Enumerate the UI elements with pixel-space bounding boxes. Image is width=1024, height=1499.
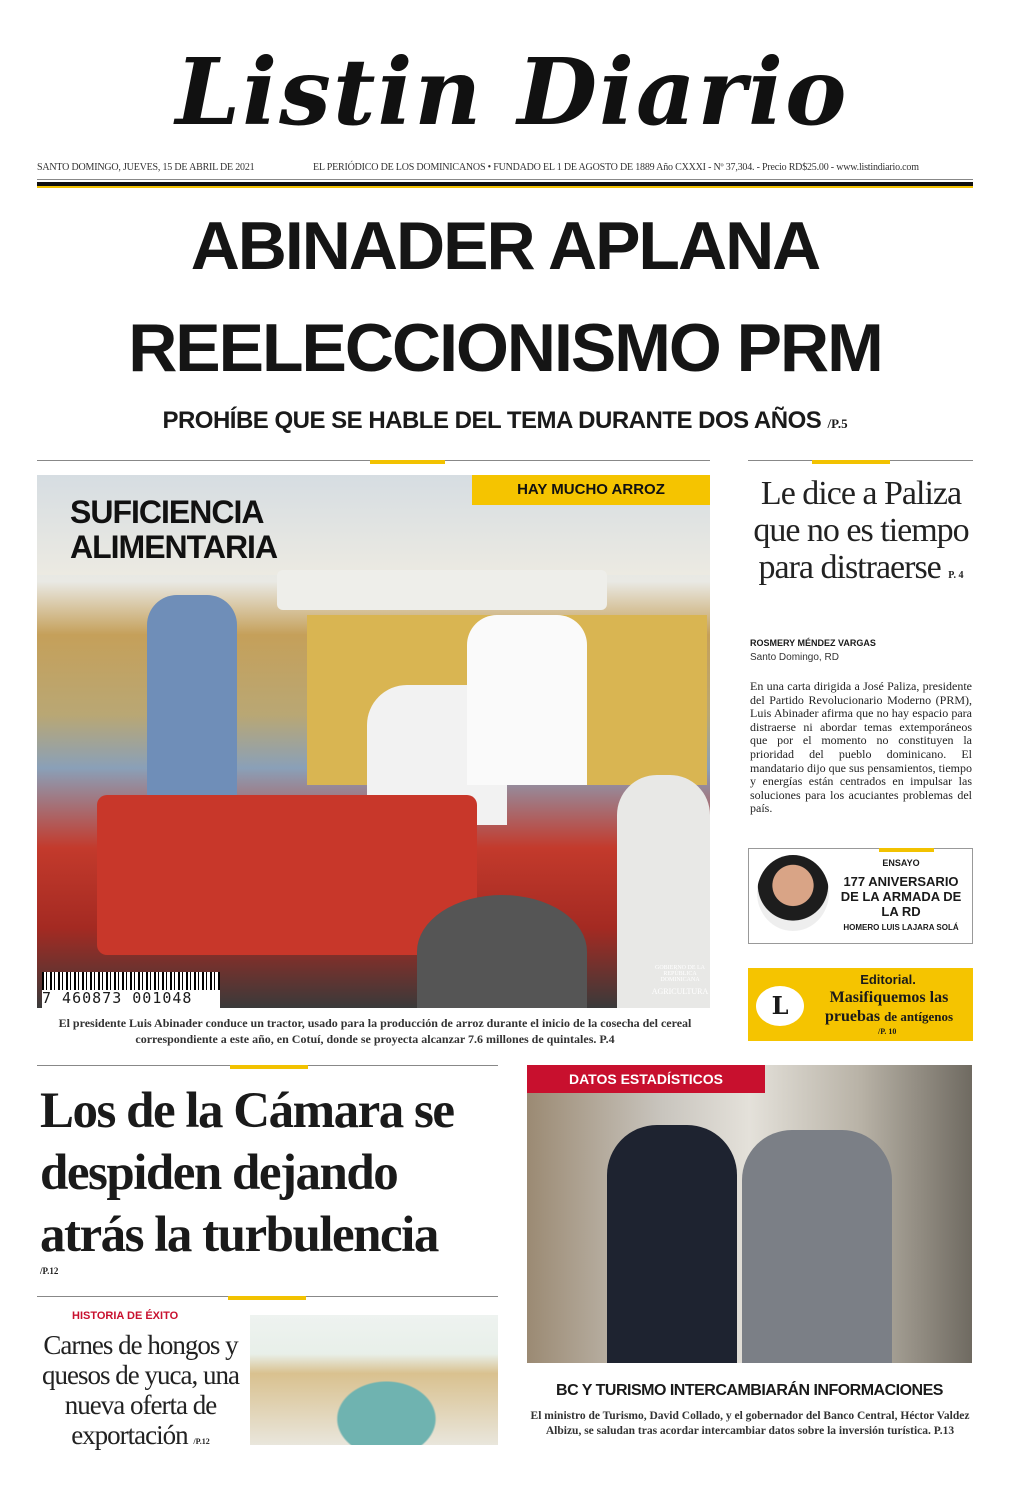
editorial-label: Editorial. bbox=[860, 972, 916, 987]
section-tab bbox=[230, 1065, 308, 1069]
turismo-label: DATOS ESTADÍSTICOS bbox=[527, 1065, 765, 1093]
paliza-headline[interactable]: Le dice a Paliza que no es tiempo para distraerse P. 4 bbox=[753, 475, 969, 586]
ensayo-box[interactable] bbox=[748, 848, 973, 944]
byline-author: ROSMERY MÉNDEZ VARGAS bbox=[750, 638, 876, 648]
editorial-box[interactable] bbox=[748, 968, 973, 1041]
section-tab bbox=[228, 1296, 306, 1300]
ensayo-author: HOMERO LUIS LAJARA SOLÁ bbox=[843, 923, 959, 932]
barcode: 7 460873 001048 bbox=[42, 972, 220, 1008]
paliza-body: En una carta dirigida a José Paliza, presidente del Partido Revolucionario Moderno (PRM), Luis Abinader afirma que no hay espacio para distraerse ni abordar temas extemporáneos que por el momento no constituyen la prioridad del pueblo dominicano. El mandatario dijo que sus pensamientos, tiempo y energías están centrados en impulsar las soluciones para los acuciantes problemas del país. bbox=[750, 679, 972, 816]
editorial-page: /P. 10 bbox=[878, 1027, 897, 1036]
turismo-caption: El ministro de Turismo, David Collado, y el gobernador del Banco Central, Héctor Valdez Albizu, se saludan tras acordar intercambiar datos sobre la inversión turística. P.13 bbox=[530, 1410, 970, 1437]
camara-page: /P.12 bbox=[40, 1266, 59, 1276]
photo-kicker: SUFICIENCIA ALIMENTARIA bbox=[70, 494, 278, 565]
author-avatar bbox=[757, 855, 829, 931]
hongos-headline[interactable]: Carnes de hongos y quesos de yuca, una nueva oferta de exportación /P.12 bbox=[42, 1330, 239, 1450]
dateline: SANTO DOMINGO, JUEVES, 15 DE ABRIL DE 2021 bbox=[37, 162, 255, 173]
masthead-info: EL PERIÓDICO DE LOS DOMINICANOS • FUNDADO EL 1 DE AGOSTO DE 1889 Año CXXXI - Nº 37,304. - Precio RD$25.00 - www.listindiario.com bbox=[313, 162, 919, 173]
turismo-headline[interactable]: BC Y TURISMO INTERCAMBIARÁN INFORMACIONES bbox=[556, 1382, 943, 1399]
section-tab bbox=[370, 460, 445, 464]
lead-subheadline: PROHÍBE QUE SE HABLE DEL TEMA DURANTE DOS AÑOS /P.5 bbox=[162, 407, 848, 434]
hongos-kicker: HISTORIA DE ÉXITO bbox=[72, 1310, 179, 1322]
photo-credit: GOBIERNO DE LA REPÚBLICA DOMINICANA AGRICULTURA bbox=[651, 965, 709, 996]
camara-headline[interactable]: Los de la Cámara se despiden dejando atrás la turbulencia bbox=[40, 1083, 454, 1263]
divider bbox=[37, 186, 973, 188]
food-products-photo[interactable] bbox=[250, 1315, 498, 1445]
masthead-logo: Listin Diario bbox=[175, 38, 849, 146]
lead-headline-1[interactable]: ABINADER APLANA bbox=[190, 208, 820, 284]
lead-headline-2[interactable]: REELECCIONISMO PRM bbox=[128, 310, 882, 386]
editorial-logo-icon: L bbox=[756, 986, 804, 1026]
photo-caption: El presidente Luis Abinader conduce un tractor, usado para la producción de arroz durante el inicio de la cosecha del cereal correspondiente a este año, en Cotuí, donde se proyecta alcanzar 7.6 millones de quintales. P.4 bbox=[58, 1016, 692, 1046]
section-tab bbox=[812, 460, 890, 464]
editorial-title: Masifiquemos las pruebas de antígenos bbox=[824, 989, 954, 1025]
divider bbox=[37, 179, 973, 180]
turismo-photo[interactable] bbox=[527, 1065, 972, 1363]
ensayo-label: ENSAYO bbox=[882, 858, 920, 868]
byline-place: Santo Domingo, RD bbox=[750, 652, 839, 663]
ensayo-title: 177 ANIVERSARIO DE LA ARMADA DE LA RD bbox=[840, 874, 962, 919]
photo-label: HAY MUCHO ARROZ bbox=[472, 475, 710, 505]
